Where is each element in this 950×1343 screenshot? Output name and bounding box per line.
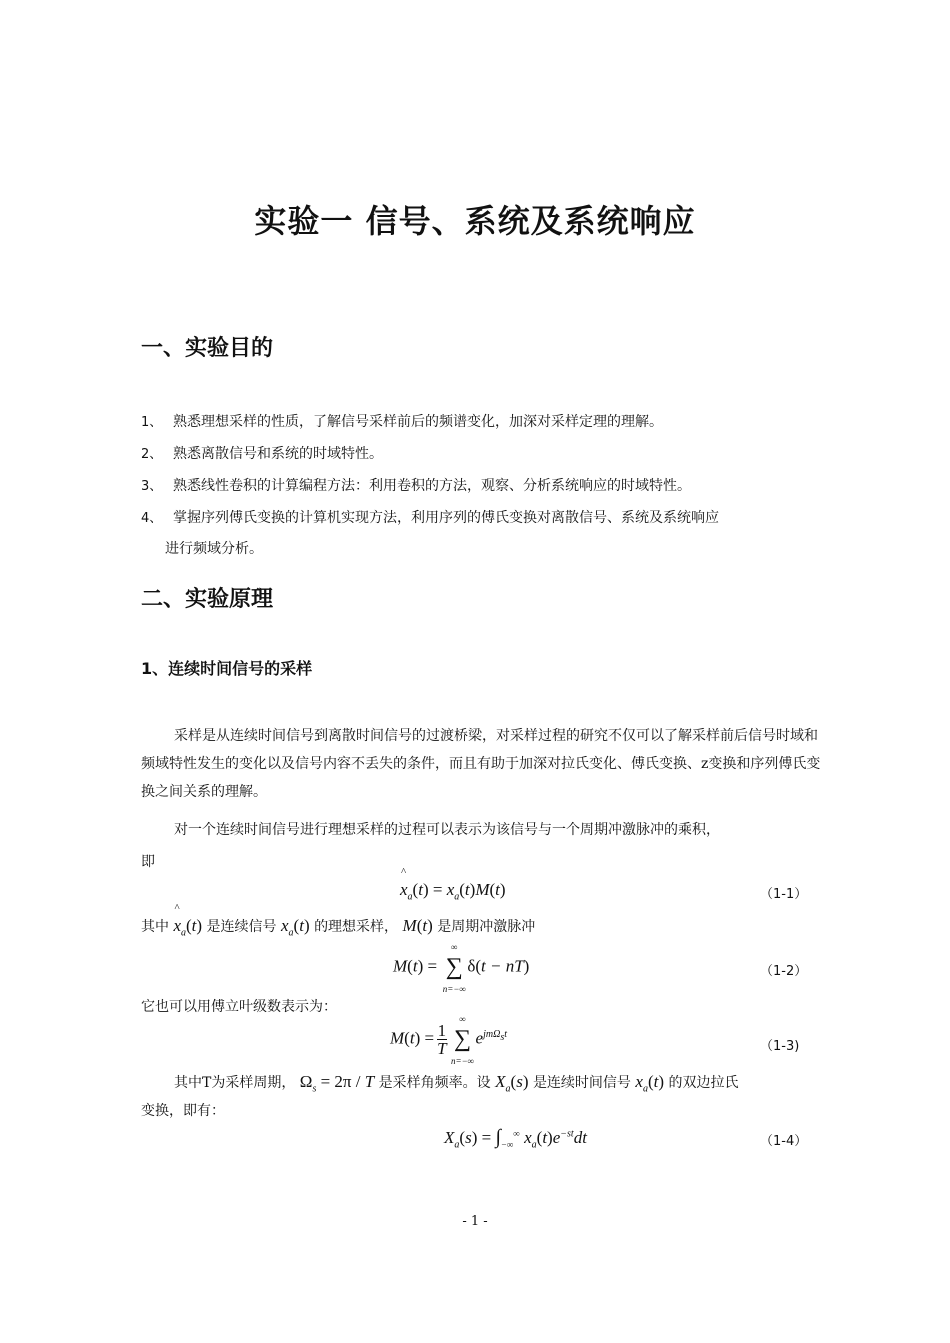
text-fragment: 是周期冲激脉冲: [437, 919, 536, 935]
text-line: [174, 1072, 738, 1094]
equation-number: （1-2）: [760, 964, 808, 979]
list-item: [141, 411, 663, 431]
list-item-continuation: 进行频域分析。: [165, 541, 263, 557]
math-inline: $x_a(t)$: [635, 1072, 665, 1095]
list-item: [141, 475, 691, 495]
paragraph-text: 对一个连续时间信号进行理想采样的过程可以表示为该信号与一个周期冲激脉冲的乘积，: [174, 822, 720, 838]
subsection-heading: 1、连续时间信号的采样: [141, 659, 313, 678]
list-text: 熟悉理想采样的性质，了解信号采样前后的频谱变化，加深对采样定理的理解。: [173, 414, 663, 430]
page-number: - 1 -: [462, 1214, 488, 1229]
list-number: 1、: [141, 415, 163, 430]
paragraph: [141, 816, 821, 844]
equation-number: （1-4）: [760, 1134, 808, 1149]
text-line: [141, 916, 535, 938]
text-fragment: 其中: [141, 919, 169, 935]
list-item: [141, 507, 719, 527]
section-heading-objectives: 一、实验目的: [141, 336, 274, 361]
equation-number: （1-1）: [760, 887, 808, 902]
math-inline: ^ $x_a(t)$: [173, 916, 202, 935]
math-inline: $x_a(t)$: [280, 916, 310, 939]
equation-1-3: M(t) = $\frac{1}{T}$ ∞ ∑ n=−∞ $e^{jm\Omega_st}$: [390, 1014, 508, 1066]
paragraph-text: 即: [141, 854, 155, 870]
section-heading-principles: 二、实验原理: [141, 587, 274, 612]
text-fragment: 是连续时间信号: [532, 1075, 631, 1091]
paragraph: [141, 722, 821, 806]
list-text: 熟悉离散信号和系统的时域特性。: [173, 446, 383, 462]
text-fragment: 其中T为采样周期，: [174, 1075, 296, 1091]
list-text: 熟悉线性卷积的计算编程方法：利用卷积的方法，观察、分析系统响应的时域特性。: [173, 478, 691, 494]
equation-1-4: $X_a(s) = \int_{-\infty}^\infty$ $x_a(t)e^{-st}dt$: [444, 1126, 587, 1151]
paragraph-text: 采样是从连续时间信号到离散时间信号的过渡桥梁，对采样过程的研究不仅可以了解采样前后信号时域和频域特性发生的变化以及信号内容不丢失的条件，而且有助于加深对拉氏变化、傅氏变换、z变换和序列傅氏变换之间关系的理解。: [141, 728, 821, 800]
list-item: [141, 443, 383, 463]
text-fragment: 是连续信号: [206, 919, 277, 935]
equation-1-2: M(t) = ∞ ∑ n=−∞ δ(t − nT): [393, 942, 530, 994]
list-number: 2、: [141, 447, 163, 462]
page-title: 实验一 信号、系统及系统响应: [254, 202, 696, 240]
math-inline: $\Omega_s = 2\pi / T$: [299, 1072, 375, 1095]
text-fragment: 是采样角频率。设: [378, 1075, 491, 1091]
math-inline: $X_a(s)$: [495, 1072, 529, 1095]
list-number: 4、: [141, 511, 163, 526]
text-fragment: 的双边拉氏: [668, 1075, 739, 1091]
list-number: 3、: [141, 479, 163, 494]
math-inline: M(t): [402, 916, 433, 935]
paragraph-text: 变换，即有：: [141, 1103, 225, 1119]
paragraph-text: 它也可以用傅立叶级数表示为：: [141, 999, 337, 1015]
equation-1-1: ^ $x_a(t) = x_a(t)M(t)$: [400, 880, 506, 902]
text-fragment: 的理想采样，: [314, 919, 399, 935]
equation-number: （1-3): [760, 1039, 800, 1054]
list-text: 掌握序列傅氏变换的计算机实现方法，利用序列的傅氏变换对离散信号、系统及系统响应: [173, 510, 719, 526]
